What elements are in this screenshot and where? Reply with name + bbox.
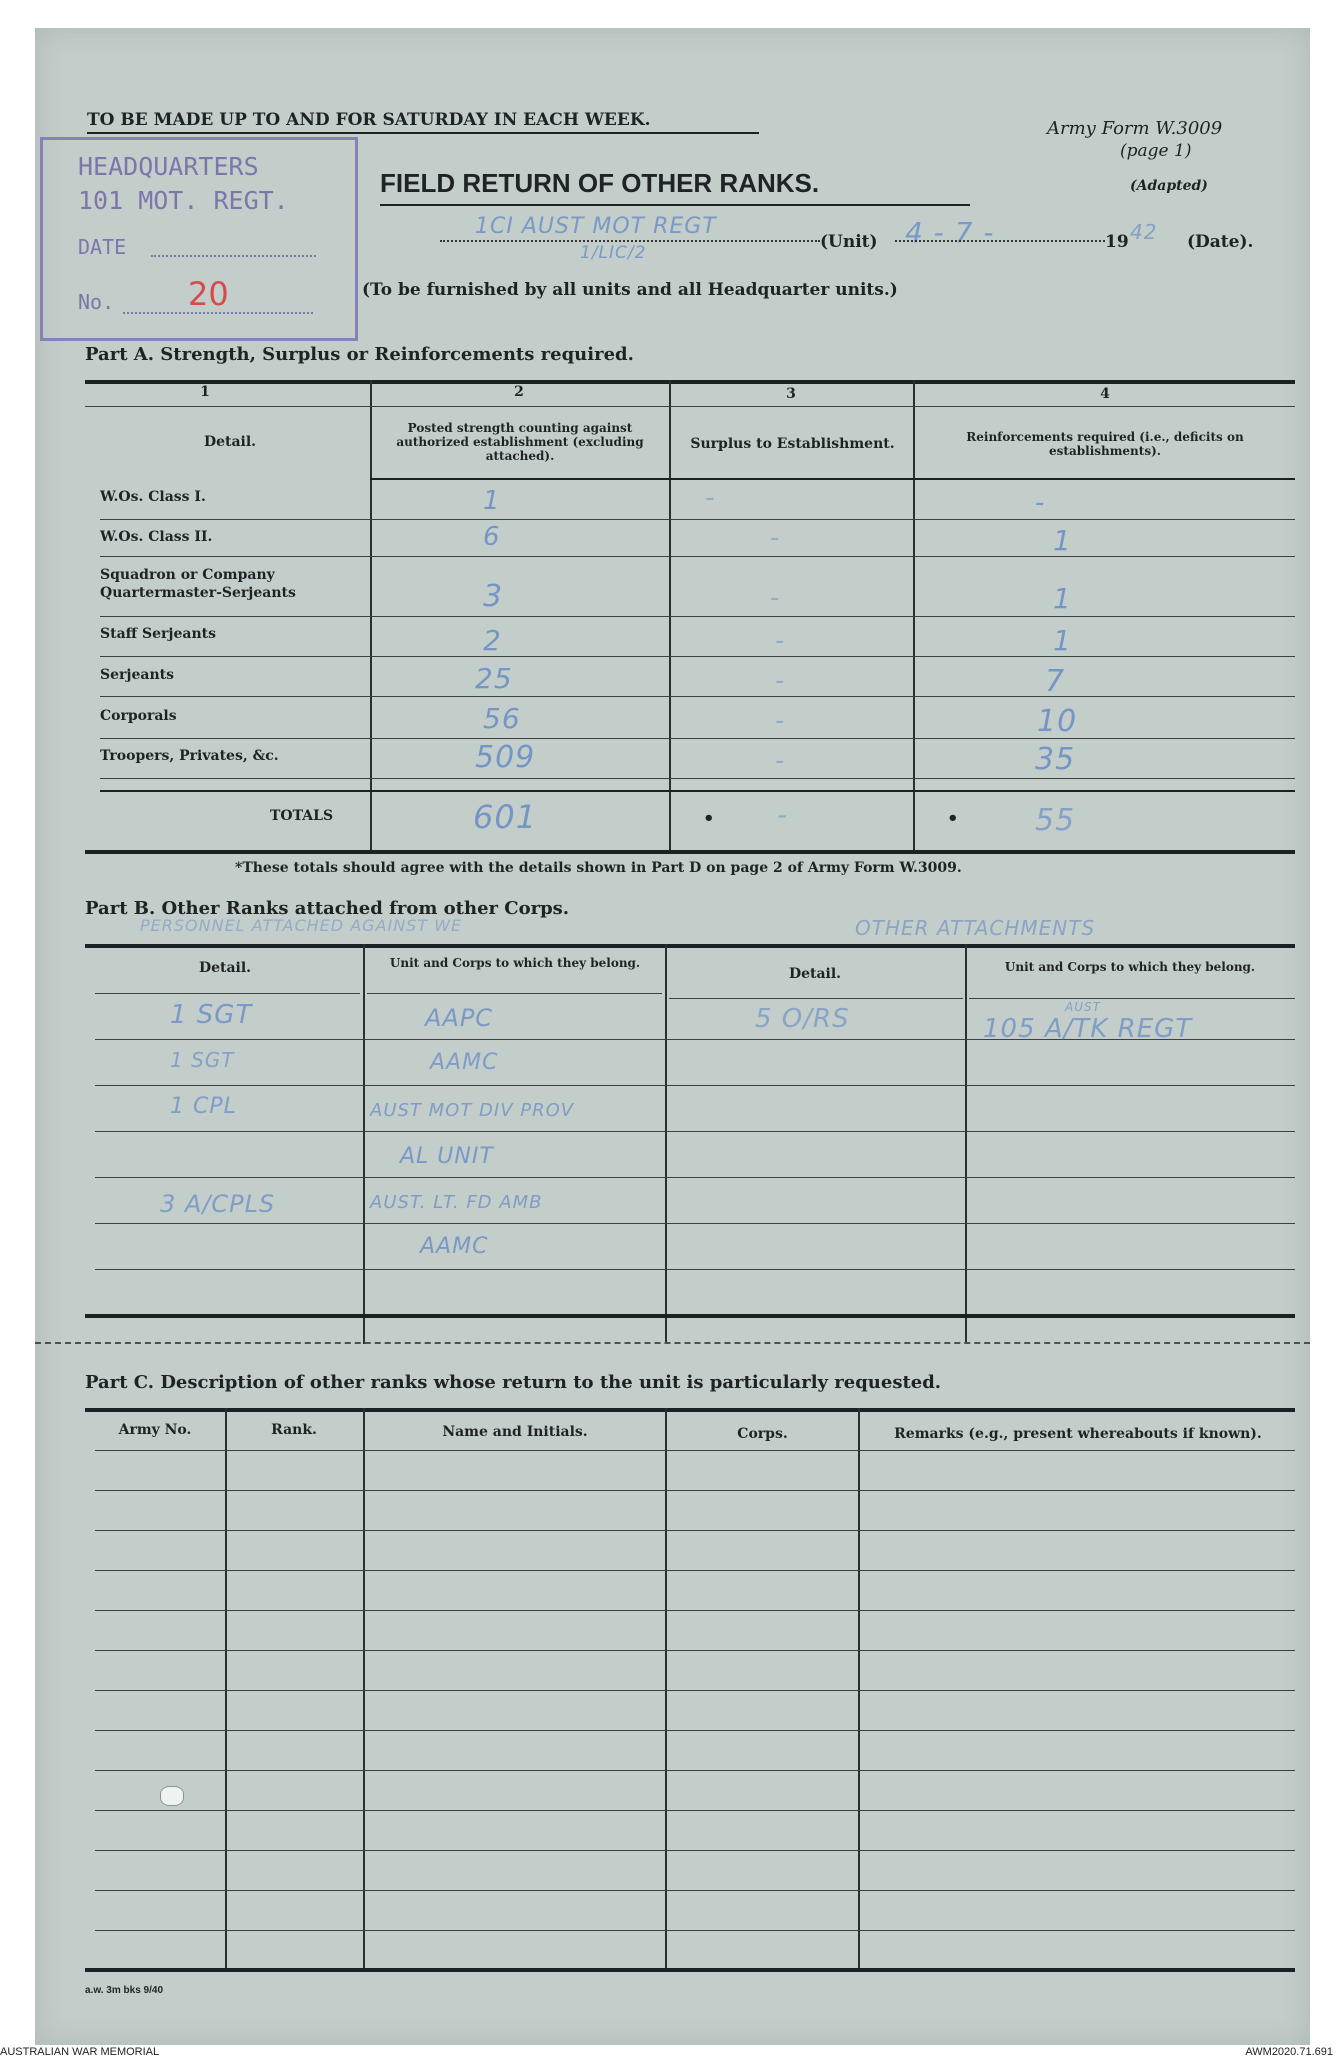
unit-label: (Unit) (820, 232, 878, 252)
part-c-row-rule (95, 1690, 1295, 1691)
part-b-left-note: PERSONNEL ATTACHED AGAINST WE (140, 916, 463, 935)
part-b-left-unit-5: AUST. LT. FD AMB (370, 1192, 543, 1213)
page-reference: (page 1) (1120, 141, 1192, 161)
part-b-left-unit-6: AAMC (420, 1234, 489, 1259)
totals-top-rule (100, 790, 1295, 792)
instruction-line: TO BE MADE UP TO AND FOR SATURDAY IN EACH WEEK. (87, 110, 651, 130)
part-b-bottom-rule (85, 1314, 1295, 1318)
form-title: FIELD RETURN OF OTHER RANKS. (380, 168, 820, 198)
part-a-header-reinforcements: Reinforcements required (i.e., deficits on establishments). (966, 430, 1244, 458)
posted-wo1: 1 (483, 486, 501, 516)
reinf-cpl: 10 (1037, 704, 1078, 739)
totals-reinf-asterisk: • (947, 808, 959, 829)
paper-hole (160, 1786, 184, 1806)
posted-staff-sgt: 2 (483, 624, 502, 657)
part-c-header-army-no: Army No. (118, 1422, 192, 1438)
surplus-cpl: - (775, 706, 786, 736)
footer-source: AUSTRALIAN WAR MEMORIAL (0, 2046, 160, 2058)
row-rule (100, 519, 1295, 520)
part-c-row-rule (95, 1450, 1295, 1451)
stamp-date-line (151, 255, 316, 257)
part-a-header-detail: Detail. (203, 434, 257, 450)
part-a-col-2-number: 2 (514, 384, 524, 400)
stamp-line-1: HEADQUARTERS (78, 152, 259, 181)
surplus-sgt: - (775, 666, 786, 696)
date-handwritten: 4 - 7 - (905, 216, 995, 249)
row-rule (100, 616, 1295, 617)
stamp-no-value: 20 (188, 275, 229, 313)
date-dotted-line (895, 240, 1105, 242)
part-c-divider-3 (665, 1408, 667, 1968)
part-c-header-remarks: Remarks (e.g., present whereabouts if known). (894, 1426, 1262, 1442)
part-c-row-rule (95, 1890, 1295, 1891)
reinf-cqms: 1 (1053, 582, 1072, 615)
part-b-divider-3 (965, 944, 967, 1344)
part-a-col-3-number: 3 (786, 386, 796, 402)
year-prefix: 19 (1105, 232, 1129, 252)
part-b-header-unit-left: Unit and Corps to which they belong. (389, 956, 641, 970)
part-b-row-rule (367, 993, 662, 994)
part-b-top-rule (85, 944, 1295, 948)
part-b-left-unit-3: AUST MOT DIV PROV (370, 1100, 575, 1121)
part-b-right-unit-note: AUST (1065, 1000, 1101, 1014)
part-b-row-rule (95, 1269, 1295, 1270)
part-a-number-rule (85, 406, 1295, 407)
row-rule (100, 556, 1295, 557)
part-a-header-surplus: Surplus to Establishment. (690, 436, 895, 452)
part-c-header-name: Name and Initials. (442, 1424, 588, 1440)
part-b-header-detail-left: Detail. (198, 960, 252, 976)
surplus-troopers: - (775, 746, 786, 776)
row-rule (100, 656, 1295, 657)
part-b-left-detail-3: 1 CPL (170, 1094, 237, 1119)
part-c-row-rule (95, 1570, 1295, 1571)
part-c-heading: Part C. Description of other ranks whose return to the unit is particularly requested. (85, 1372, 942, 1393)
posted-sgt: 25 (475, 662, 513, 695)
part-c-row-rule (95, 1650, 1295, 1651)
part-c-row-rule (95, 1610, 1295, 1611)
part-c-bottom-rule (85, 1968, 1295, 1972)
part-b-row-rule (95, 1131, 1295, 1132)
part-b-left-unit-2: AAMC (430, 1050, 499, 1075)
row-detail-staff-sgt: Staff Serjeants (100, 626, 216, 642)
instruction-underline (87, 132, 759, 134)
part-c-row-rule (95, 1850, 1295, 1851)
stamp-no-label: No. (78, 290, 115, 314)
row-rule (100, 696, 1295, 697)
date-label: (Date). (1187, 232, 1254, 252)
part-b-heading: Part B. Other Ranks attached from other Corps. (85, 898, 570, 919)
form-sheet (35, 28, 1310, 2045)
year-handwritten: 42 (1130, 220, 1158, 244)
part-b-header-detail-right: Detail. (788, 966, 842, 982)
totals-surplus-asterisk: • (703, 808, 715, 829)
unit-handwritten: 1CI AUST MOT REGT (475, 214, 717, 239)
part-c-row-rule (95, 1810, 1295, 1811)
adapted-label: (Adapted) (1130, 178, 1208, 194)
row-detail-cpl: Corporals (100, 708, 177, 724)
part-b-divider-2 (665, 944, 667, 1344)
totals-posted: 601 (473, 798, 538, 836)
part-b-left-unit-1: AAPC (425, 1004, 494, 1032)
headquarters-stamp (40, 137, 358, 341)
part-b-row-rule (95, 1085, 1295, 1086)
part-c-row-rule (95, 1530, 1295, 1531)
row-rule (100, 738, 1295, 739)
surplus-cqms: - (770, 583, 781, 613)
reinf-sgt: 7 (1045, 664, 1066, 699)
print-reference: a.w. 3m bks 9/40 (85, 1985, 164, 1996)
part-b-left-unit-4: AL UNIT (400, 1144, 494, 1169)
surplus-wo2: - (770, 523, 781, 553)
part-c-row-rule (95, 1730, 1295, 1731)
totals-surplus: - (777, 798, 789, 831)
row-detail-troopers: Troopers, Privates, &c. (100, 748, 279, 764)
furnish-note: (To be furnished by all units and all Headquarter units.) (362, 280, 898, 300)
part-b-divider-1 (363, 944, 365, 1344)
part-c-row-rule (95, 1490, 1295, 1491)
part-a-heading: Part A. Strength, Surplus or Reinforcements required. (85, 344, 634, 365)
part-b-row-rule (969, 998, 1295, 999)
row-detail-wo1: W.Os. Class I. (100, 489, 206, 505)
part-a-col-4-number: 4 (1100, 386, 1110, 402)
reinf-wo2: 1 (1053, 524, 1072, 557)
posted-cqms: 3 (483, 579, 504, 614)
row-detail-wo2: W.Os. Class II. (100, 529, 213, 545)
form-reference: Army Form W.3009 (1047, 118, 1223, 139)
stamp-date-label: DATE (78, 235, 127, 259)
part-a-top-rule (85, 380, 1295, 384)
part-a-header-rule (370, 478, 1295, 480)
part-a-bottom-rule (85, 850, 1295, 854)
part-a-divider-3 (913, 380, 915, 850)
part-b-left-detail-2: 1 SGT (170, 1048, 235, 1072)
unit-dotted-line (440, 240, 820, 242)
part-c-top-rule (85, 1408, 1295, 1412)
title-underline (380, 204, 970, 206)
part-a-header-posted: Posted strength counting against authorized establishment (excluding attached). (396, 421, 644, 463)
part-b-left-detail-5: 3 A/CPLS (160, 1190, 276, 1218)
unit-handwritten-sub: 1/LIC/2 (580, 243, 647, 263)
part-c-header-rank: Rank. (271, 1422, 317, 1438)
surplus-wo1: - (705, 483, 716, 513)
part-c-divider-2 (363, 1408, 365, 1968)
part-a-col-1-number: 1 (200, 384, 210, 400)
part-b-header-unit-right: Unit and Corps to which they belong. (1004, 960, 1256, 974)
perforation-line (35, 1342, 1310, 1344)
posted-cpl: 56 (483, 702, 521, 735)
part-a-divider-2 (669, 380, 671, 850)
totals-label: TOTALS (270, 808, 334, 824)
posted-wo2: 6 (483, 522, 501, 552)
part-c-header-corps: Corps. (737, 1426, 788, 1442)
totals-reinf: 55 (1035, 803, 1076, 838)
part-c-divider-1 (225, 1408, 227, 1968)
part-c-divider-4 (858, 1408, 860, 1968)
footer-accession: AWM2020.71.691 (1245, 2046, 1333, 2058)
part-b-row-rule (95, 993, 360, 994)
surplus-staff-sgt: - (775, 626, 786, 656)
posted-troopers: 509 (475, 740, 536, 775)
reinf-troopers: 35 (1035, 742, 1076, 777)
part-b-row-rule (669, 998, 963, 999)
row-detail-cqms: Squadron or Company Quartermaster-Serjeants (100, 567, 296, 601)
part-b-left-detail-1: 1 SGT (170, 1000, 253, 1030)
stamp-line-2: 101 MOT. REGT. (78, 186, 289, 215)
row-rule (100, 778, 1295, 779)
part-b-row-rule (95, 1223, 1295, 1224)
reinf-staff-sgt: 1 (1053, 624, 1072, 657)
part-c-row-rule (95, 1770, 1295, 1771)
part-b-row-rule (95, 1177, 1295, 1178)
part-b-right-detail-1: 5 O/RS (755, 1004, 850, 1034)
part-b-right-note: OTHER ATTACHMENTS (855, 916, 1096, 940)
part-a-divider-1 (370, 380, 372, 850)
part-c-row-rule (95, 1930, 1295, 1931)
reinf-wo1: - (1035, 488, 1046, 518)
part-b-right-unit-1: 105 A/TK REGT (983, 1014, 1193, 1044)
row-detail-sgt: Serjeants (100, 667, 174, 683)
part-a-footnote: *These totals should agree with the details shown in Part D on page 2 of Army Form W.3009. (235, 860, 962, 876)
